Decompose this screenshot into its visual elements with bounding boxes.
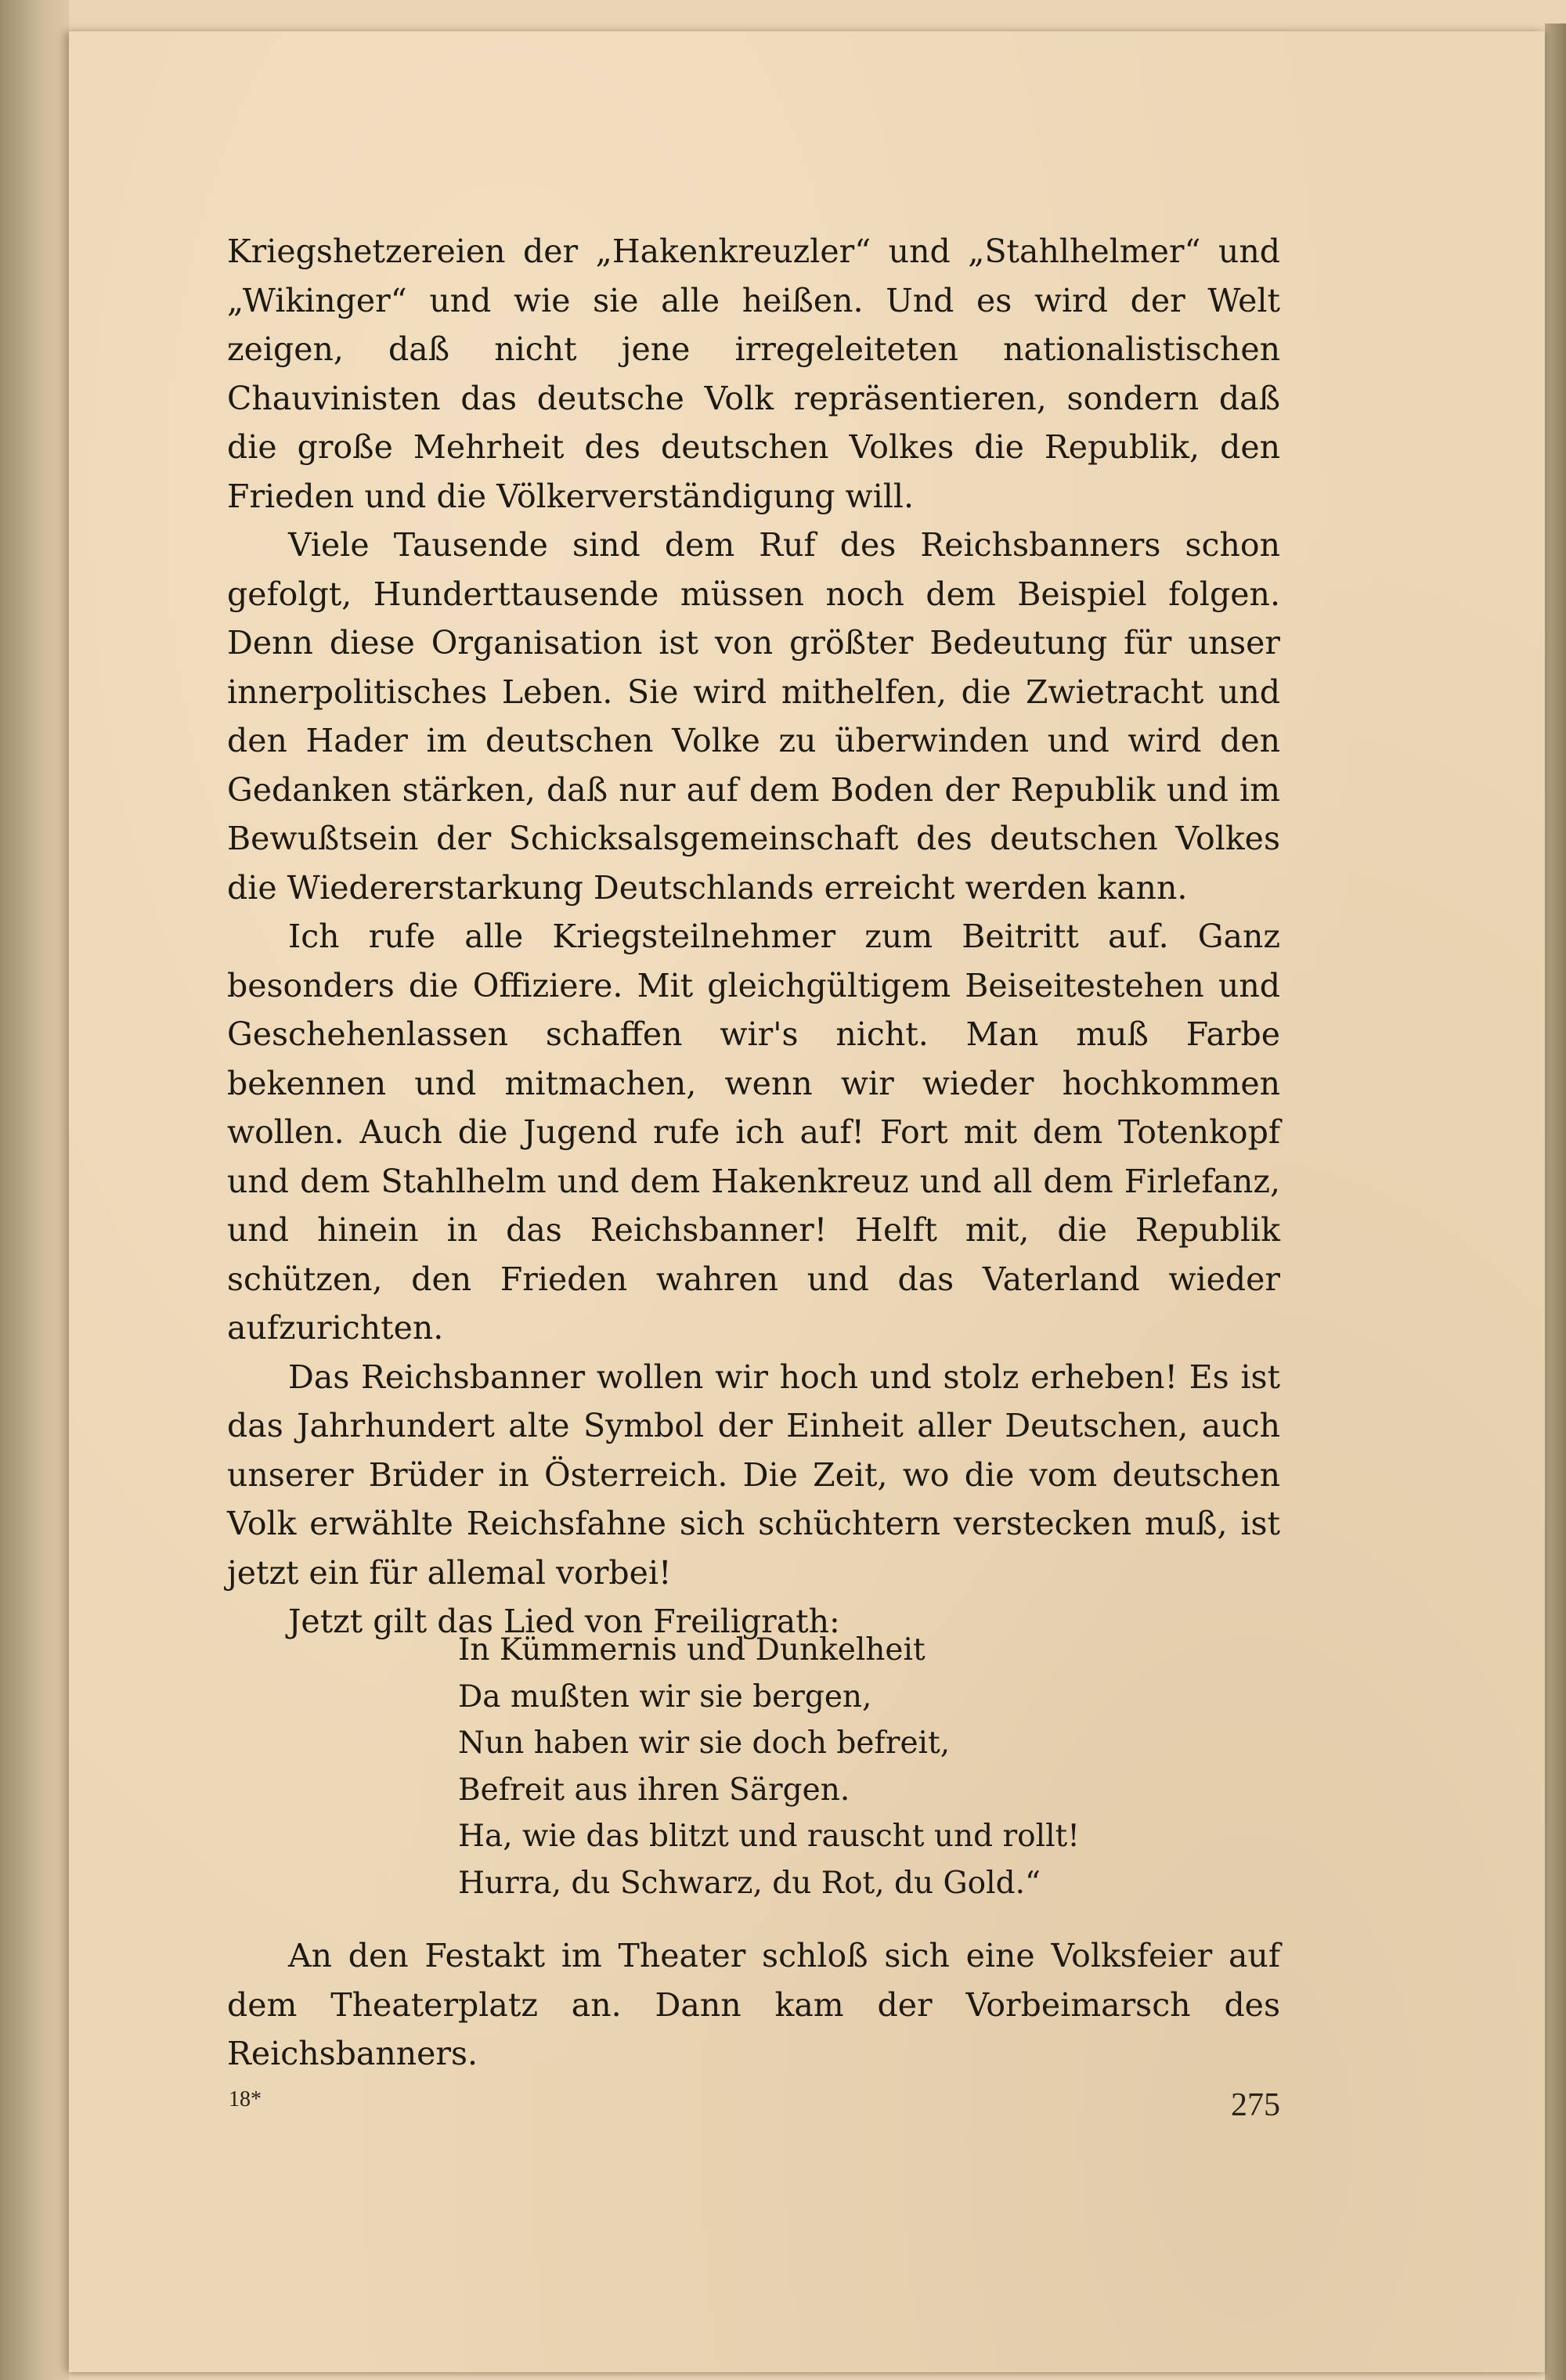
page-edge <box>1545 23 1566 2380</box>
verse-line: Nun haben wir sie doch befreit, <box>458 1726 951 1761</box>
verse-line: In Kümmernis und Dunkelheit <box>458 1632 926 1668</box>
paragraph-5: Jetzt gilt das Lied von Freiligrath: <box>288 1603 840 1640</box>
signature-mark: 18* <box>229 2087 262 2111</box>
verse-line: Ha, wie das blitzt und rauscht und rollt! <box>458 1819 1080 1854</box>
verse-line: Hurra, du Schwarz, du Rot, du Gold.“ <box>458 1865 1041 1901</box>
closing-paragraph: An den Festakt im Theater schloß sich eine Volksfeier auf dem Theaterplatz an. Dann kam der Vorbeimarsch des Reichsbanners. <box>227 1937 1280 2072</box>
verse-line: Da mußten wir sie bergen, <box>458 1679 872 1715</box>
poem-quote <box>458 1627 1080 1906</box>
verse-line: Befreit aus ihren Särgen. <box>458 1772 850 1808</box>
paragraph-3: Ich rufe alle Kriegsteilnehmer zum Beitritt auf. Ganz besonders die Offiziere. Mit gleichgültigem Beiseitestehen und Geschehenlassen schaffen wir's nicht. Man muß Farbe bekennen und mitmachen, wenn wir wieder hochkommen wollen. Auch die Jugend rufe ich auf! Fort mit dem Totenkopf und dem Stahlhelm und dem Hakenkreuz und all dem Firlefanz, und hinein in das Reichsbanner! Helft mit, die Republik schützen, den Frieden wahren und das Vaterland wieder aufzurichten. <box>227 918 1280 1347</box>
paragraph-4: Das Reichsbanner wollen wir hoch und stolz erheben! Es ist das Jahrhundert alte Symbol der Einheit aller Deutschen, auch unserer Brüder in Österreich. Die Zeit, wo die vom deutschen Volk erwählte Reichsfahne sich schüchtern verstecken muß, ist jetzt ein für allemal vorbei! <box>227 1358 1280 1592</box>
page-number: 275 <box>1231 2087 1280 2123</box>
paragraph-1: Kriegshetzereien der „Hakenkreuzler“ und „Stahlhelmer“ und „Wikinger“ und wie sie alle heißen. Und es wird der Welt zeigen, daß nicht jene irregeleiteten nationalistischen Chauvinisten das deutsche Volk repräsentieren, sondern daß die große Mehrheit des deutschen Volkes die Republik, den Frieden und die Völkerverständigung will. <box>227 233 1280 515</box>
book-spine-shadow <box>0 0 69 2380</box>
body-text <box>227 227 1280 1646</box>
paragraph-2: Viele Tausende sind dem Ruf des Reichsbanners schon gefolgt, Hunderttausende müssen noch dem Beispiel folgen. Denn diese Organisation ist von größter Bedeutung für unser innerpolitisches Leben. Sie wird mithelfen, die Zwietracht und den Hader im deutschen Volke zu überwinden und wird den Gedanken stärken, daß nur auf dem Boden der Republik und im Bewußtsein der Schicksalsgemeinschaft des deutschen Volkes die Wiedererstarkung Deutschlands erreicht werden kann. <box>227 526 1280 907</box>
